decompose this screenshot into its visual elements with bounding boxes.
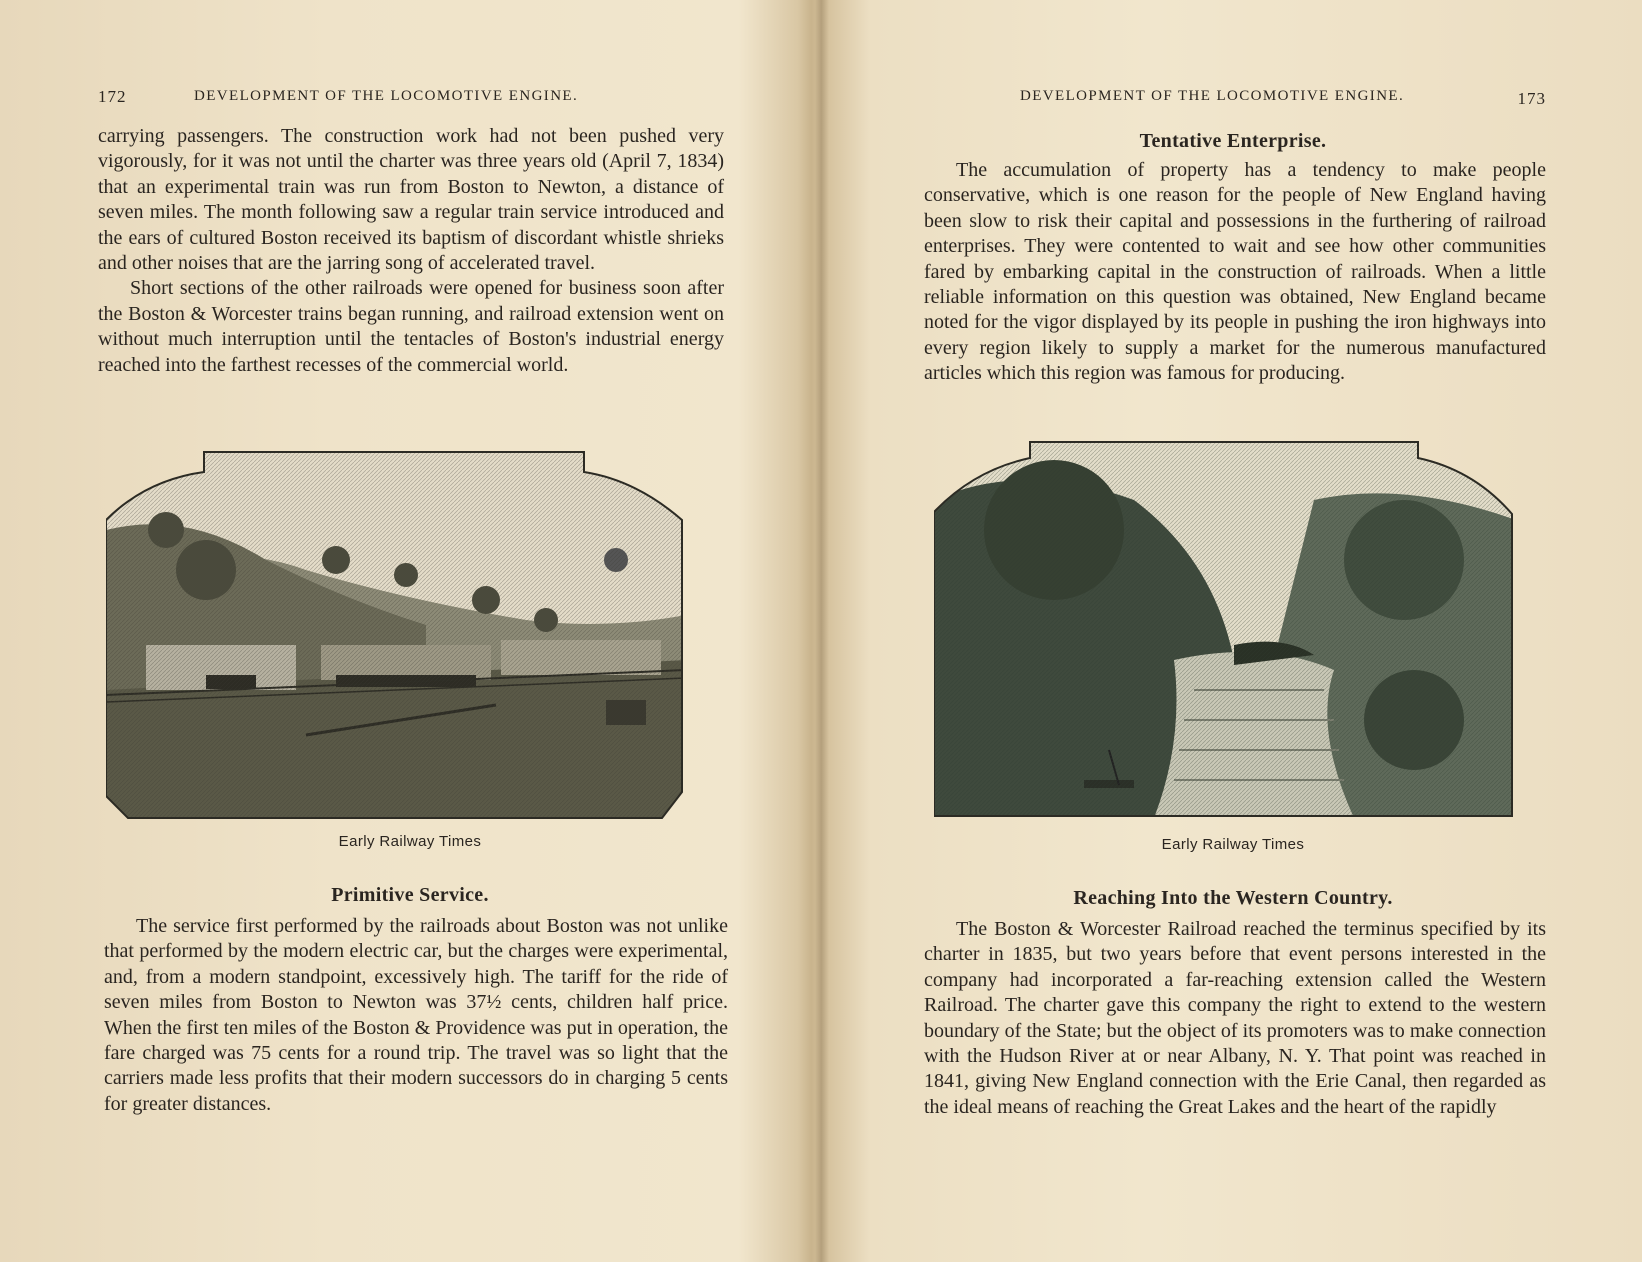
engraving-river-landscape [934, 440, 1516, 818]
right-running-head [920, 88, 1546, 112]
left-paragraph-2: Short sections of the other railroads were opened for business soon after the Boston & Worcester trains began running, and railroad extension went on without much interruption until the tentacles of Boston's industrial energy reached into the farthest recesses of the commercial world. [98, 277, 724, 376]
figure-caption-left: Early Railway Times [338, 833, 482, 850]
right-paragraph-1: The accumulation of property has a tendency to make people conservative, which is one reason for the people of New England having been slow to risk their capital and possessions in the furthering of railroad enterprises. They were contented to wait and see how other communities fared by embarking capital in the construction of railroads. When a little reliable information on this question was obtained, New England became noted for the vigor displayed by its people in pushing the iron highways into every region likely to supply a market for the numerous manufactured articles which this region was famous for producing. [924, 159, 1546, 385]
page-number-left: 172 [98, 87, 127, 106]
right-text-bottom [924, 917, 1546, 1120]
heading-western-country: Reaching Into the Western Country. [1073, 887, 1393, 909]
running-head-title-right: DEVELOPMENT OF THE LOCOMOTIVE ENGINE. [1020, 88, 1405, 104]
left-paragraph-3: The service first performed by the railroads about Boston was not unlike that performed by the modern electric car, but the charges were experimental, and, from a modern standpoint, excessively high. The tariff for the ride of seven miles from Boston to Newton was 37½ cents, children half price. When the first ten miles of the Boston & Providence was put in operation, the fare charged was 75 cents for a round trip. The travel was so light that the carriers made less profits that their modern successors do in charging 5 cents for greater distances. [104, 915, 728, 1115]
heading-tentative-enterprise: Tentative Enterprise. [1139, 130, 1327, 152]
left-running-head [96, 88, 724, 112]
left-text-top [98, 124, 724, 378]
page-number-right: 173 [1517, 89, 1546, 108]
left-text-bottom [104, 914, 728, 1117]
right-text-top [924, 158, 1546, 387]
running-head-title-left: DEVELOPMENT OF THE LOCOMOTIVE ENGINE. [194, 88, 579, 104]
heading-primitive-service: Primitive Service. [331, 884, 489, 906]
book-spine [815, 0, 829, 1262]
figure-caption-right: Early Railway Times [1161, 836, 1305, 853]
left-paragraph-1: carrying passengers. The construction work had not been pushed very vigorously, for it was not until the charter was three years old (April 7, 1834) that an experimental train was run from Boston to Newton, a distance of seven miles. The month following saw a regular train service introduced and the ears of cultured Boston received its baptism of discordant whistle shrieks and other noises that are the jarring song of accelerated travel. [98, 125, 724, 275]
right-paragraph-2: The Boston & Worcester Railroad reached the terminus specified by its charter in 1835, but two years before that event persons interested in the company had incorporated a far-reaching extension called the Western Railroad. The charter gave this company the right to extend to the western boundary of the State; but the object of its promoters was to make connection with the Hudson River at or near Albany, N. Y. That point was reached in 1841, giving New England connection with the Erie Canal, then regarded as the ideal means of reaching the Great Lakes and the heart of the rapidly [924, 918, 1546, 1118]
left-page [96, 0, 728, 1262]
right-page [920, 0, 1546, 1262]
engraving-railway-station [106, 450, 686, 822]
